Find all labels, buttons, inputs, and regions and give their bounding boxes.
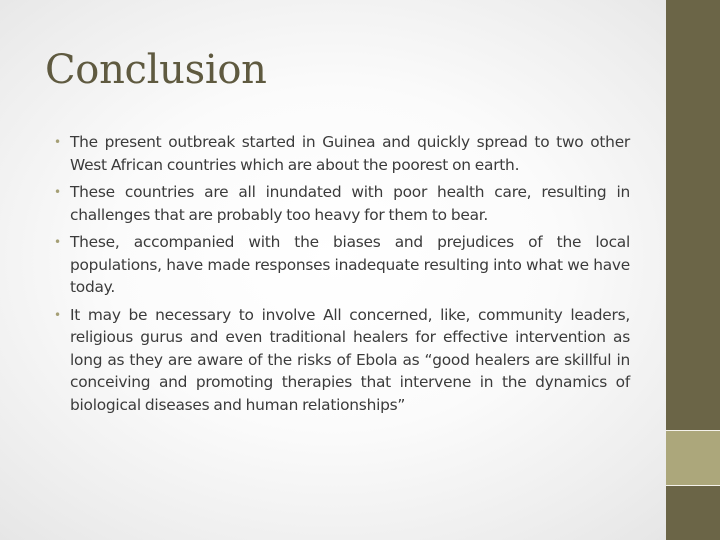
decorative-sidebar [666, 0, 720, 540]
sidebar-band-bottom [666, 486, 720, 540]
bullet-marker-icon: • [54, 307, 61, 322]
bullet-text-2: These countries are all inundated with poor health care, resulting in challenges that are probably too heavy for them to bear. [70, 183, 630, 224]
bullet-text-1: The present outbreak started in Guinea and quickly spread to two other West African countries which are about the poorest on earth. [70, 133, 630, 174]
bullet-text-3: These, accompanied with the biases and prejudices of the local populations, have made responses inadequate resulting into what we have today. [70, 233, 630, 296]
bullet-item-4 [54, 304, 630, 417]
bullet-item-2 [54, 181, 630, 226]
bullet-list [54, 131, 630, 421]
bullet-marker-icon: • [54, 235, 61, 249]
bullet-marker-icon: • [54, 135, 61, 149]
sidebar-band-accent [666, 431, 720, 485]
bullet-marker-icon: • [54, 185, 61, 199]
bullet-item-3 [54, 231, 630, 299]
slide-title: Conclusion [45, 47, 267, 93]
bullet-item-1 [54, 131, 630, 176]
sidebar-band-top [666, 0, 720, 430]
bullet-text-4: It may be necessary to involve All concerned, like, community leaders, religious gurus and even traditional healers for effective intervention as long as they are aware of the risks of Ebola as “good healers are skillful in conceiving and promoting therapies that intervene in the dynamics of biological diseases and human relationships” [70, 305, 630, 414]
